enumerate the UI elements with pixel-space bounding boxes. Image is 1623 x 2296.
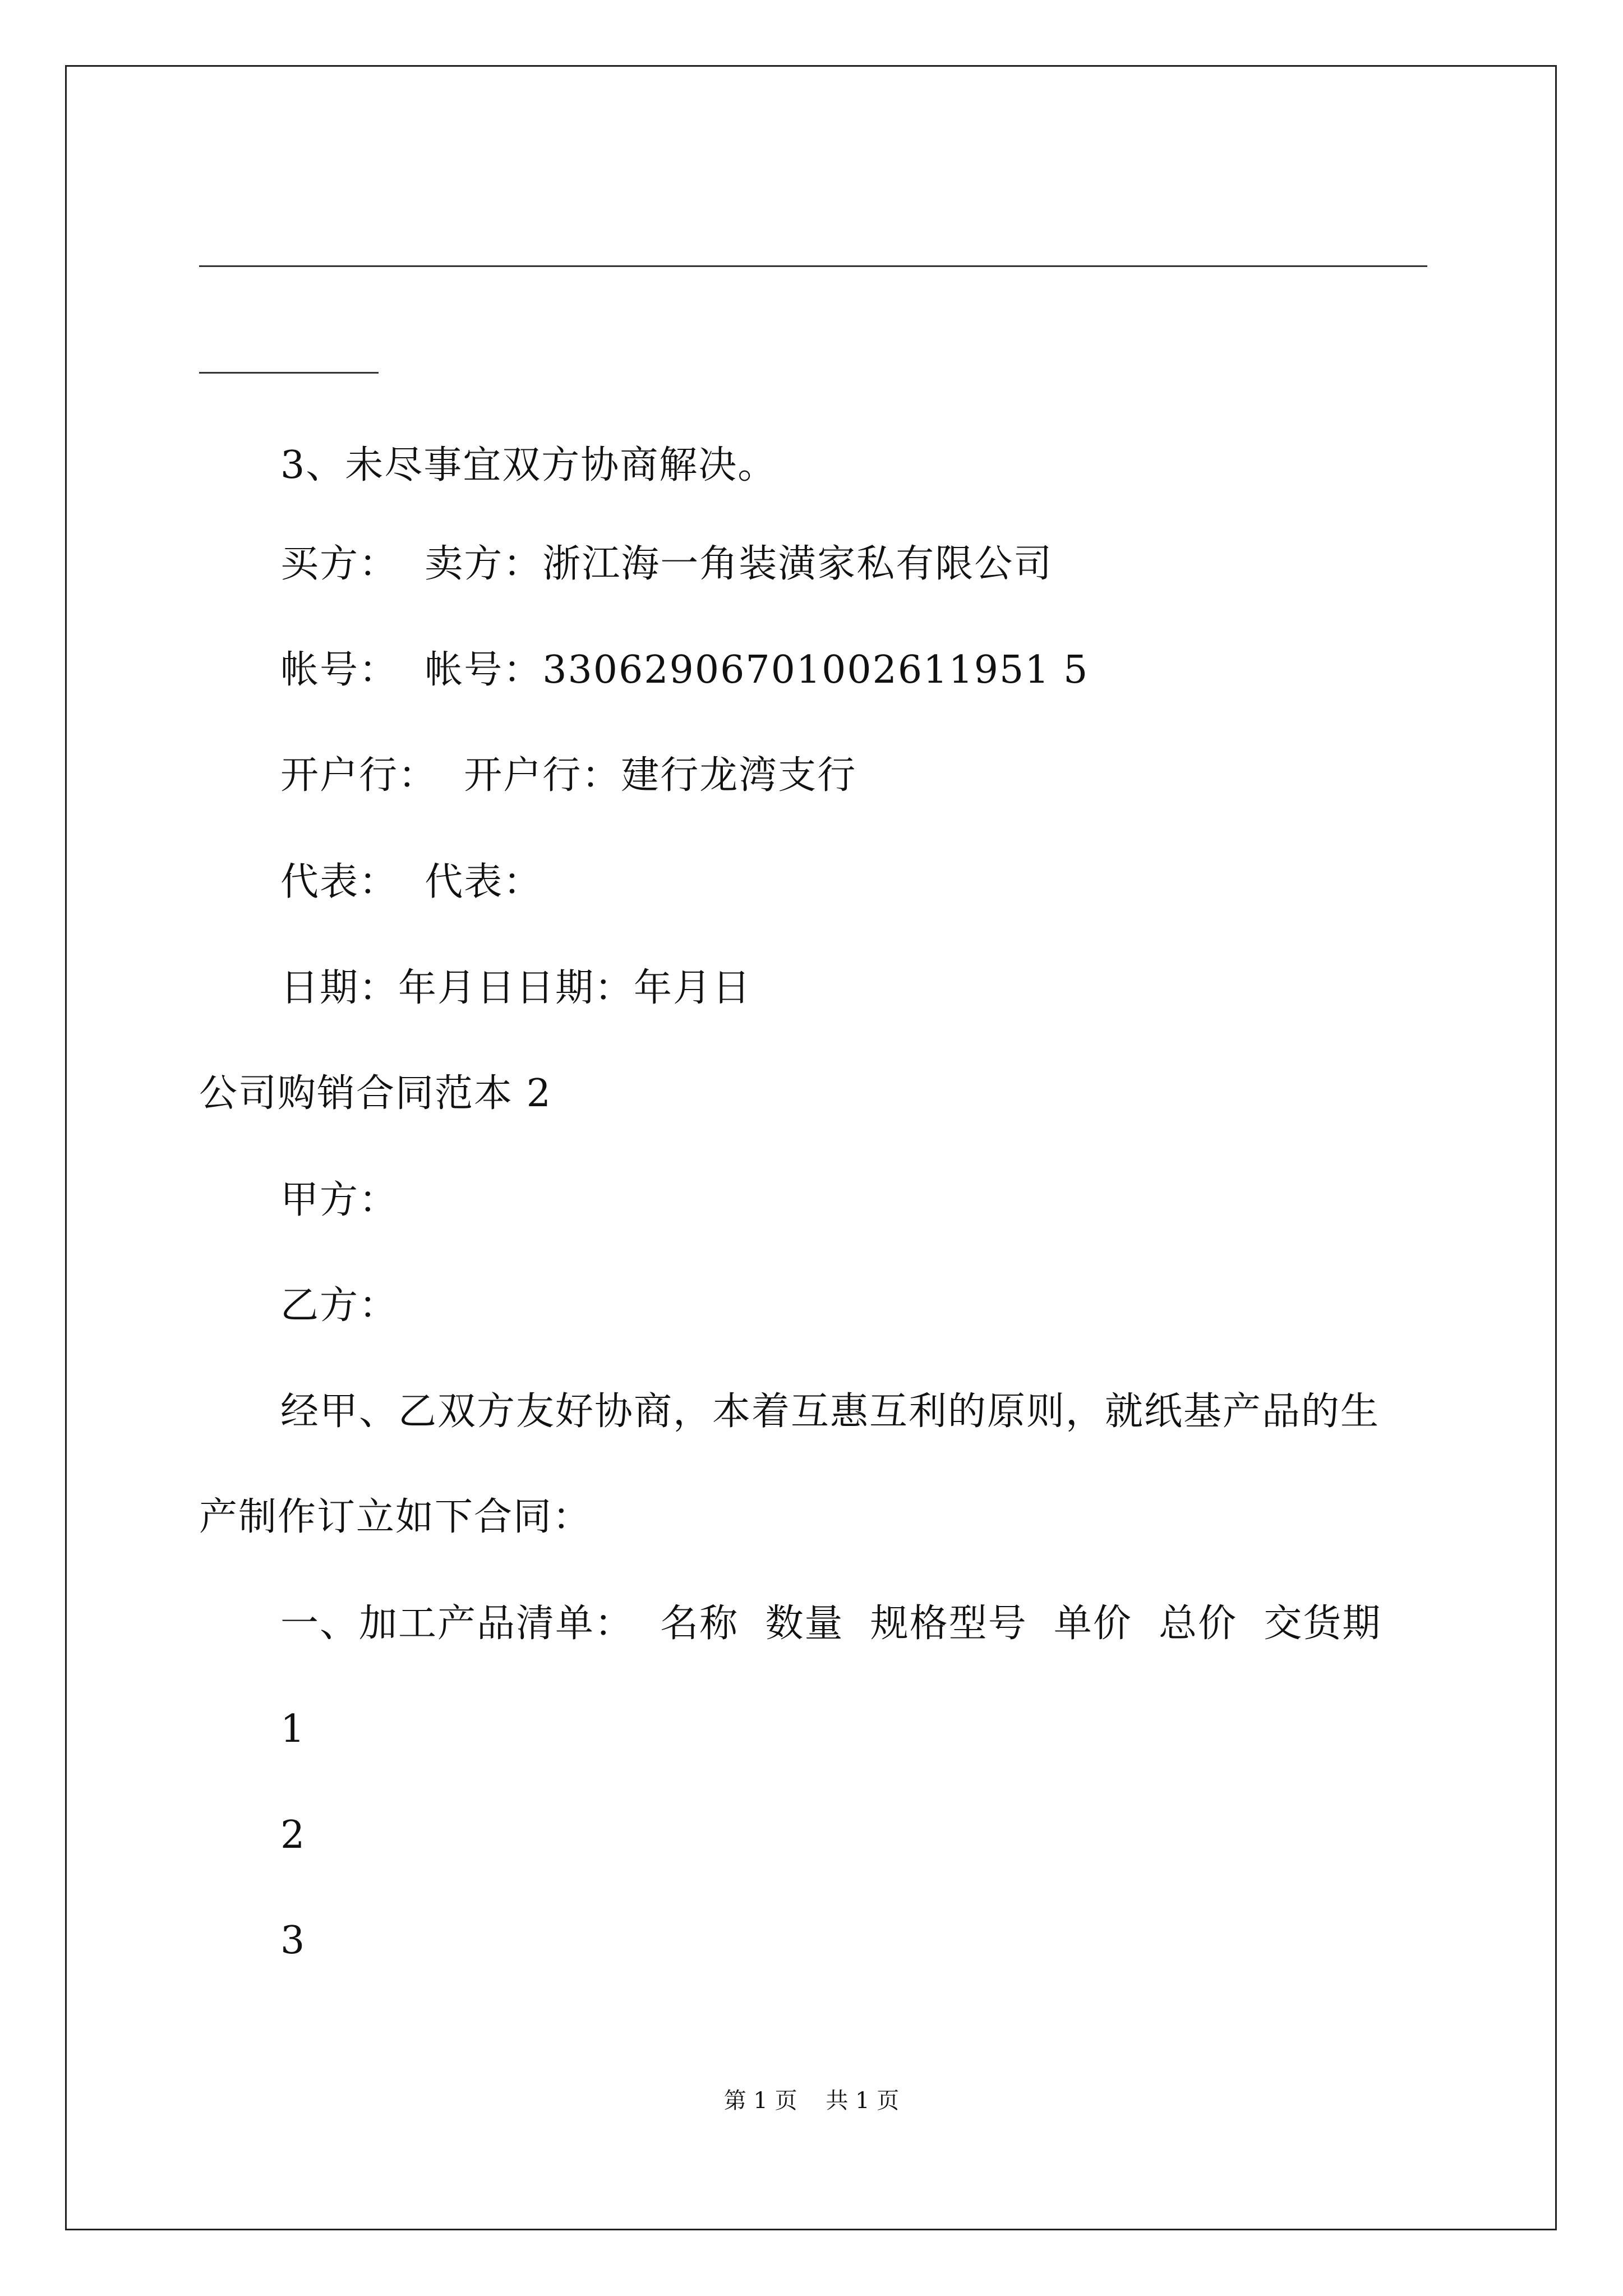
product-row-2: 2 — [280, 1813, 306, 1857]
clause-3: 3、未尽事宜双方协商解决。 — [280, 443, 777, 487]
product-row-3: 3 — [280, 1918, 306, 1963]
section-title: 公司购销合同范本 2 — [199, 1071, 552, 1116]
preamble-line-1: 经甲、乙双方友好协商，本着互惠互利的原则，就纸基产品的生 — [280, 1389, 1380, 1434]
blank-fill-line — [199, 265, 1427, 267]
page-footer: 第 1 页 共 1 页 — [723, 2088, 900, 2114]
party-a-line: 甲方： — [280, 1178, 399, 1222]
blank-fill-line-end — [199, 372, 379, 374]
account-line: 帐号： 帐号：33062906701002611951 5 — [280, 648, 1089, 692]
bank-line: 开户行： 开户行：建行龙湾支行 — [280, 753, 857, 798]
product-row-1: 1 — [280, 1707, 306, 1751]
page-border — [65, 65, 1557, 2230]
party-b-line: 乙方： — [280, 1283, 399, 1328]
representative-line: 代表： 代表： — [280, 860, 543, 904]
date-line: 日期：年月日日期：年月日 — [280, 966, 752, 1010]
product-list-header: 一、加工产品清单： 名称 数量 规格型号 单价 总价 交货期 — [280, 1602, 1382, 1646]
preamble-line-2: 产制作订立如下合同： — [199, 1495, 592, 1539]
buyer-seller-line: 买方： 卖方：浙江海一角装潢家私有限公司 — [280, 542, 1053, 586]
